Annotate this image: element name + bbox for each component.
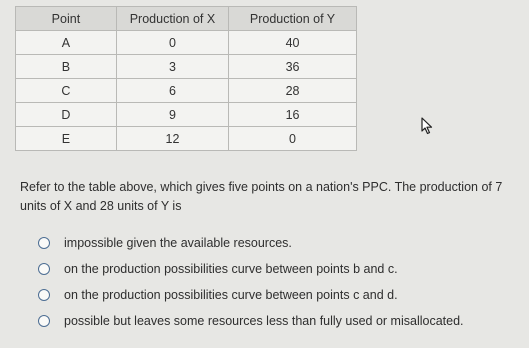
table-row <box>16 55 357 79</box>
header-production-x: Production of X <box>116 7 228 31</box>
question-text: Refer to the table above, which gives five points on a nation's PPC. The production of 7 units of X and 28 units of Y is <box>20 180 503 213</box>
cell-y: 16 <box>229 103 357 127</box>
answer-option-label: impossible given the available resources. <box>64 236 292 250</box>
cell-point: C <box>16 79 117 103</box>
radio-button[interactable] <box>38 315 50 327</box>
radio-button[interactable] <box>38 237 50 249</box>
radio-button[interactable] <box>38 289 50 301</box>
answer-option[interactable] <box>38 282 464 308</box>
ppc-table <box>15 6 357 151</box>
table-row <box>16 79 357 103</box>
header-point: Point <box>16 7 117 31</box>
cell-x: 3 <box>116 55 228 79</box>
answer-option[interactable] <box>38 308 464 334</box>
answer-options <box>38 230 464 334</box>
cell-x: 6 <box>116 79 228 103</box>
cell-point: D <box>16 103 117 127</box>
table-row <box>16 103 357 127</box>
cell-point: A <box>16 31 117 55</box>
mouse-pointer-icon <box>421 117 433 135</box>
cell-x: 0 <box>116 31 228 55</box>
cell-y: 0 <box>229 127 357 151</box>
answer-option[interactable] <box>38 256 464 282</box>
radio-button[interactable] <box>38 263 50 275</box>
cell-y: 28 <box>229 79 357 103</box>
answer-option-label: possible but leaves some resources less than fully used or misallocated. <box>64 314 464 328</box>
cell-y: 36 <box>229 55 357 79</box>
cell-x: 9 <box>116 103 228 127</box>
cell-point: B <box>16 55 117 79</box>
answer-option-label: on the production possibilities curve between points b and c. <box>64 262 398 276</box>
cell-point: E <box>16 127 117 151</box>
table-header-row <box>16 7 357 31</box>
answer-option-label: on the production possibilities curve between points c and d. <box>64 288 398 302</box>
cell-x: 12 <box>116 127 228 151</box>
answer-option[interactable] <box>38 230 464 256</box>
header-production-y: Production of Y <box>229 7 357 31</box>
table-row <box>16 31 357 55</box>
cell-y: 40 <box>229 31 357 55</box>
table-row <box>16 127 357 151</box>
